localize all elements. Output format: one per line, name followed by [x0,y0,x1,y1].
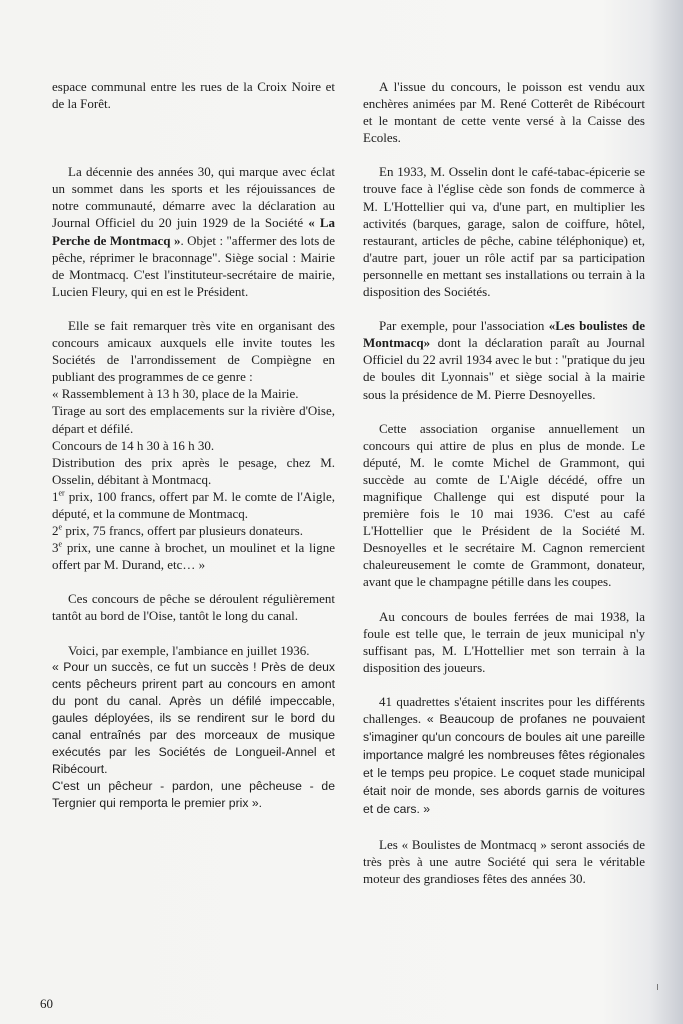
paragraph-boulistes: Par exemple, pour l'association «Les boulistes de Montmacq» dont la déclaration paraît au Journal Officiel du 22 avril 1934 avec le but : "pratique du jeu de boules dit Lyonnais" et siège social à la mairie sous la présidence de M. Pierre Desnoyelles. [363,318,645,402]
paragraph-continuation: espace communal entre les rues de la Croix Noire et de la Forêt. [52,79,335,112]
quote-succes: « Pour un succès, ce fut un succès ! Près de deux cents pêcheurs prirent part au concours en amont du pont du canal. Après un défilé impeccable, gaules déployées, ils se rendirent sur le bord du canal entraînés par des morceaux de musique exécutés par les Sociétés de Longueil-Annel et Ribécourt. [52,659,335,777]
margin-mark [657,984,658,990]
paragraph-perche-de-montmacq: La décennie des années 30, qui marque avec éclat un sommet dans les sports et les réjouissances de notre communauté, démarre avec la déclaration au Journal Officiel du 20 juin 1929 de la Société « La Perche de Montmacq ». Objet : "affermer des lots de pêche, réprimer le braconnage". Siège social : Mairie de Montmacq. C'est l'instituteur-secrétaire de mairie, Lucien Fleury, qui en est le Président. [52,164,335,299]
paragraph-fetes: Les « Boulistes de Montmacq » seront associés de très près à une autre Société qui sera le véritable moteur des grandioses fêtes des années 30. [363,836,645,886]
program-line: Tirage au sort des emplacements sur la rivière d'Oise, départ et défilé. [52,403,335,436]
society-name-boulistes: «Les boulistes de Montmacq» [363,318,645,351]
paragraph-quadrettes: 41 quadrettes s'étaient inscrites pour les différents challenges. « Beaucoup de profanes ne pouvaient s'imaginer qu'un concours de boules ait une pareille importance malgré les nombreuses fêtes régionales et le temps peu propice. Le coquet stade municipal était noir de monde, ses abords garnis de voitures et de cars. » [363,693,645,817]
quote-pecheuse: C'est un pêcheur - pardon, une pêcheuse - de Tergnier qui remporta le premier prix ». [52,779,335,811]
program-line: Concours de 14 h 30 à 16 h 30. [52,437,215,453]
paragraph-osselin: En 1933, M. Osselin dont le café-tabac-épicerie se trouve face à l'église cède son fonds de commerce à M. L'Hottellier qui va, d'une part, en multiplier les activités (barques, garage, salon de coiffure, hôtel, restaurant, articles de pêche, cabine téléphonique) et, d'autre part, jouer un rôle actif par sa participation personnelle en mettant ses installations ou terrain à la disposition des Sociétés. [363,164,645,300]
paragraph-ambiance: Voici, par exemple, l'ambiance en juillet 1936. [68,642,310,658]
paragraph-vente-poisson: A l'issue du concours, le poisson est vendu aux enchères animées par M. René Cotterêt de Ribécourt et le montant de cette vente versé à la Caisse des Ecoles. [363,79,645,146]
right-column [363,78,645,887]
program-prize-1: 1er prix, 100 francs, offert par M. le comte de l'Aigle, député, et la commune de Montmacq. [52,488,335,521]
program-prize-2: 2e prix, 75 francs, offert par plusieurs donateurs. [52,522,303,539]
paragraph-boules-ferrees: Au concours de boules ferrées de mai 1938, la foule est telle que, le terrain de jeux municipal n'y suffisant pas, M. L'Hottellier met son terrain à la disposition des joueurs. [363,608,645,675]
paragraph-concours-peche: Ces concours de pêche se déroulent régulièrement tantôt au bord de l'Oise, tantôt le long du canal. [52,591,335,624]
program-line: Distribution des prix après le pesage, chez M. Osselin, débitant à Montmacq. [52,454,335,487]
quote-profanes: « Beaucoup de profanes ne pouvaient s'imaginer qu'un concours de boules ait une pareille importance malgré les nombreuses fêtes régionales et le temps peu propice. Le coquet stade municipal était noir de monde, ses abords garnis de voitures et de cars. » [363,712,645,817]
program-prize-3: 3e prix, une canne à brochet, un moulinet et la ligne offert par M. Durand, etc… » [52,539,335,573]
society-name-perche: « La Perche de Montmacq » [52,215,335,248]
page-number: 60 [40,996,53,1011]
paragraph-concours-amicaux: Elle se fait remarquer très vite en organisant des concours amicaux auxquels elle invite toutes les Sociétés de l'arrondissement de Compiègne en publiant des programmes de ce genre : [52,317,335,385]
left-column [52,78,335,812]
program-line: « Rassemblement à 13 h 30, place de la Mairie. [52,386,299,402]
paragraph-challenge: Cette association organise annuellement un concours qui attire de plus en plus de monde. Le député, M. le comte Michel de Grammont, qui succède au comte de L'Aigle décédé, offre un magnifique Challenge qui est disputé pour la première fois le 10 mai 1936. C'est au café L'Hottellier que le Président de la Société M. Desnoyelles et le secrétaire M. Cagnon remercient chaleureusement le comte de Grammont, donateur, avant que le champagne pétille dans les coupes. [363,420,645,590]
